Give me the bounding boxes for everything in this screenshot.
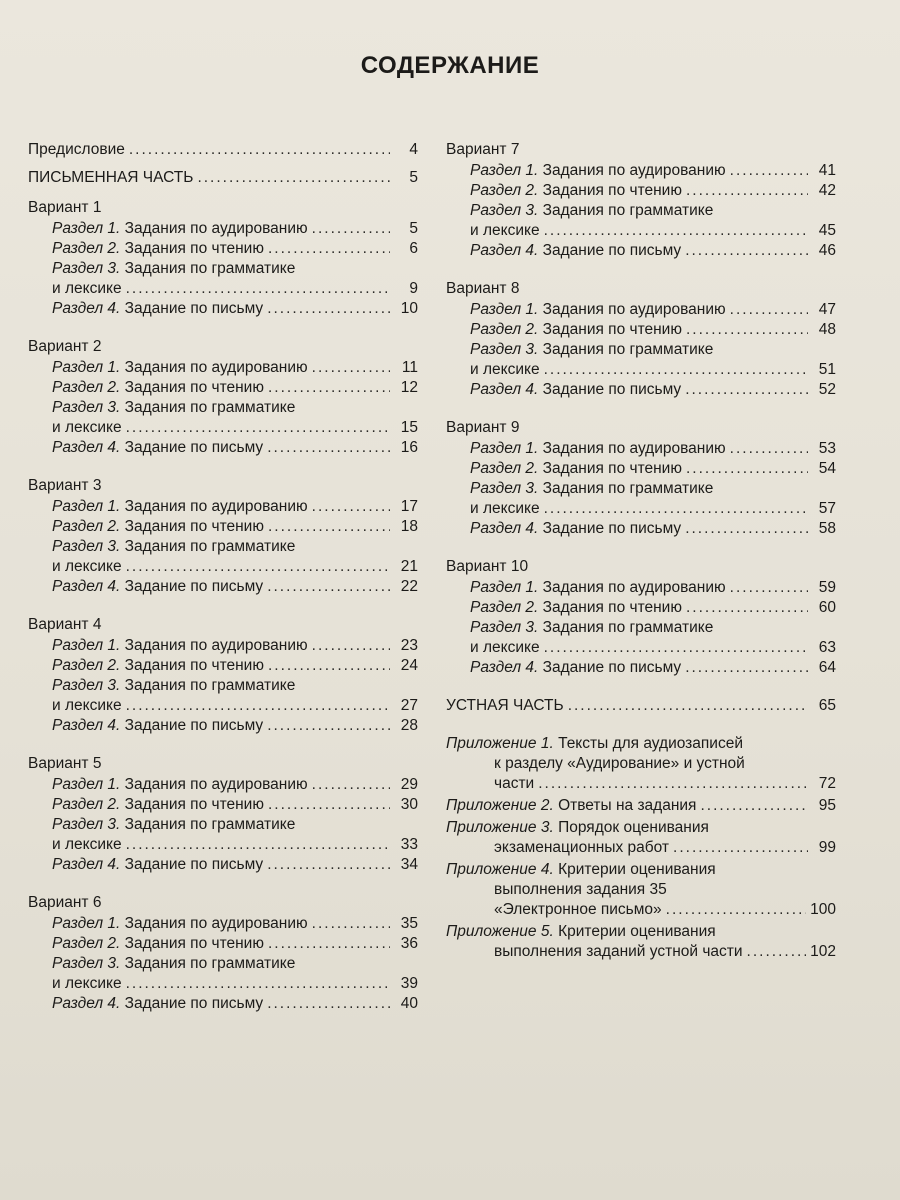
section-entry-line [446, 479, 836, 499]
toc-right-column [446, 140, 836, 964]
section-entry [446, 320, 836, 340]
section-text: Задания по чтению [124, 240, 264, 257]
section-entry [446, 181, 836, 201]
appendix-text: Порядок оценивания [558, 819, 709, 836]
section-number: Раздел 2. [52, 379, 121, 396]
variant-title: Вариант 10 [446, 558, 529, 575]
section-text: Задание по письму [124, 856, 264, 873]
section-number: Раздел 3. [470, 619, 539, 636]
entry-label: УСТНАЯ ЧАСТЬ [446, 697, 564, 714]
section-text: и лексике [52, 697, 122, 714]
variant-title: Вариант 3 [28, 477, 102, 494]
dot-leader [686, 320, 808, 340]
section-number: Раздел 4. [470, 242, 539, 259]
appendix-number: Приложение 4. [446, 861, 554, 878]
section-entry [28, 775, 418, 795]
section-entry [446, 499, 836, 519]
entry-page: 22 [400, 578, 418, 595]
section-entry [446, 380, 836, 400]
variant-title: Вариант 8 [446, 280, 520, 297]
entry-page: 27 [400, 697, 418, 714]
entry-page: 30 [400, 796, 418, 813]
entry-label: Предисловие [28, 141, 125, 158]
dot-leader [268, 934, 390, 954]
section-text: Задание по письму [542, 242, 682, 259]
section-number: Раздел 1. [470, 162, 539, 179]
section-number: Раздел 4. [52, 300, 121, 317]
dot-leader [267, 855, 390, 875]
appendix-last-line [446, 796, 836, 816]
section-number: Раздел 3. [470, 341, 539, 358]
page-title: СОДЕРЖАНИЕ [360, 52, 540, 79]
section-text: Задания по чтению [124, 935, 264, 952]
section-text: Задание по письму [542, 520, 682, 537]
section-number: Раздел 1. [52, 637, 121, 654]
entry-page: 41 [818, 162, 836, 179]
section-entry [446, 459, 836, 479]
section-entry [446, 161, 836, 181]
dot-leader [312, 636, 390, 656]
entry-page: 16 [400, 439, 418, 456]
variant-title: Вариант 9 [446, 419, 520, 436]
section-entry-line [28, 398, 418, 418]
section-number: Раздел 4. [52, 856, 121, 873]
section-number: Раздел 2. [470, 460, 539, 477]
entry-label: ПИСЬМЕННАЯ ЧАСТЬ [28, 169, 194, 186]
entry-page: 24 [400, 657, 418, 674]
section-number: Раздел 1. [52, 359, 121, 376]
section-text: Задания по чтению [124, 657, 264, 674]
section-number: Раздел 4. [52, 578, 121, 595]
section-entry [28, 239, 418, 259]
entry-page: 64 [818, 659, 836, 676]
variant-block [446, 140, 836, 261]
appendix-line: к разделу «Аудирование» и устной [494, 755, 745, 772]
entry-page: 21 [400, 558, 418, 575]
section-number: Раздел 3. [52, 677, 121, 694]
section-entry [28, 716, 418, 736]
section-entry [28, 418, 418, 438]
entry-page: 57 [818, 500, 836, 517]
dot-leader [126, 696, 390, 716]
appendix-number: Приложение 3. [446, 819, 554, 836]
dot-leader [268, 378, 390, 398]
section-entry-line [446, 618, 836, 638]
entry-page: 28 [400, 717, 418, 734]
section-entry [28, 855, 418, 875]
section-entry-line [446, 201, 836, 221]
entry-page: 33 [400, 836, 418, 853]
toc-entry-preface [28, 140, 418, 160]
section-number: Раздел 2. [52, 657, 121, 674]
variant-title: Вариант 1 [28, 199, 102, 216]
appendix-number: Приложение 2. [446, 797, 554, 814]
section-number: Раздел 2. [470, 599, 539, 616]
section-entry [446, 439, 836, 459]
section-text: Задания по грамматике [542, 202, 714, 219]
entry-page: 10 [400, 300, 418, 317]
section-entry-line [28, 259, 418, 279]
appendix-entry [446, 860, 836, 920]
section-text: Задания по грамматике [542, 619, 714, 636]
section-text: и лексике [470, 500, 540, 517]
appendix-text: «Электронное письмо» [494, 901, 662, 918]
section-text: Задания по аудированию [124, 637, 308, 654]
section-text: Задание по письму [124, 717, 264, 734]
section-entry [28, 577, 418, 597]
section-text: Задания по чтению [542, 182, 682, 199]
dot-leader [312, 358, 390, 378]
appendix-last-line [446, 774, 836, 794]
section-entry [28, 914, 418, 934]
dot-leader [126, 557, 390, 577]
section-text: и лексике [52, 419, 122, 436]
dot-leader [686, 181, 808, 201]
entry-page: 102 [810, 943, 836, 960]
toc-entry-oral-part [446, 696, 836, 716]
entry-page: 40 [400, 995, 418, 1012]
entry-page: 34 [400, 856, 418, 873]
variant-title: Вариант 6 [28, 894, 102, 911]
variant-title: Вариант 4 [28, 616, 102, 633]
dot-leader [568, 696, 808, 716]
entry-page: 15 [400, 419, 418, 436]
entry-page: 5 [409, 220, 418, 237]
section-text: Задания по аудированию [542, 440, 726, 457]
section-number: Раздел 2. [470, 321, 539, 338]
section-text: Задание по письму [124, 300, 264, 317]
entry-page: 9 [409, 280, 418, 297]
appendix-text: части [494, 775, 535, 792]
section-number: Раздел 2. [52, 796, 121, 813]
dot-leader [686, 459, 808, 479]
section-entry-line [28, 676, 418, 696]
section-number: Раздел 2. [470, 182, 539, 199]
entry-page: 39 [400, 975, 418, 992]
section-number: Раздел 4. [470, 520, 539, 537]
dot-leader [544, 638, 808, 658]
section-entry-line [28, 537, 418, 557]
section-number: Раздел 1. [470, 440, 539, 457]
section-entry [28, 934, 418, 954]
dot-leader [312, 914, 390, 934]
dot-leader [673, 838, 808, 858]
section-entry [446, 638, 836, 658]
dot-leader [129, 140, 390, 160]
toc-entry-written-part [28, 168, 418, 188]
variant-title: Вариант 7 [446, 141, 520, 158]
section-number: Раздел 4. [52, 995, 121, 1012]
entry-page: 63 [818, 639, 836, 656]
dot-leader [700, 796, 808, 816]
entry-page: 11 [401, 359, 418, 376]
section-text: Задание по письму [124, 578, 264, 595]
section-number: Раздел 2. [52, 518, 121, 535]
section-text: Задания по грамматике [542, 480, 714, 497]
dot-leader [730, 578, 808, 598]
section-number: Раздел 2. [52, 935, 121, 952]
dot-leader [126, 418, 390, 438]
dot-leader [126, 835, 390, 855]
appendix-entry [446, 734, 836, 794]
section-number: Раздел 3. [470, 202, 539, 219]
dot-leader [126, 974, 390, 994]
dot-leader [267, 994, 390, 1014]
variant-block [446, 418, 836, 539]
section-entry [28, 279, 418, 299]
section-text: Задания по грамматике [542, 341, 714, 358]
variant-block [446, 557, 836, 678]
entry-page: 72 [818, 775, 836, 792]
section-number: Раздел 1. [52, 220, 121, 237]
variant-title: Вариант 2 [28, 338, 102, 355]
entry-page: 95 [818, 797, 836, 814]
section-entry [28, 795, 418, 815]
section-entry [28, 497, 418, 517]
section-text: Задания по аудированию [124, 776, 308, 793]
appendix-text: Ответы на задания [558, 797, 697, 814]
section-number: Раздел 4. [470, 659, 539, 676]
entry-page: 47 [818, 301, 836, 318]
dot-leader [267, 577, 390, 597]
entry-page: 18 [400, 518, 418, 535]
section-text: Задание по письму [124, 439, 264, 456]
section-text: Задания по аудированию [542, 162, 726, 179]
section-number: Раздел 4. [52, 439, 121, 456]
section-entry [28, 994, 418, 1014]
section-text: Задания по грамматике [124, 538, 296, 555]
entry-page: 52 [818, 381, 836, 398]
appendix-line [446, 734, 836, 754]
section-text: Задания по грамматике [124, 955, 296, 972]
section-entry [446, 598, 836, 618]
section-text: и лексике [52, 280, 122, 297]
appendix-entry [446, 796, 836, 816]
section-number: Раздел 1. [470, 301, 539, 318]
entry-page: 29 [400, 776, 418, 793]
appendix-line [446, 860, 836, 880]
section-text: Задания по аудированию [124, 915, 308, 932]
section-entry [28, 656, 418, 676]
section-entry [28, 696, 418, 716]
section-entry-line [28, 954, 418, 974]
dot-leader [197, 168, 390, 188]
entry-page: 58 [818, 520, 836, 537]
entry-page: 12 [400, 379, 418, 396]
section-text: Задание по письму [542, 659, 682, 676]
entry-page: 53 [818, 440, 836, 457]
variant-title: Вариант 5 [28, 755, 102, 772]
dot-leader [544, 499, 808, 519]
dot-leader [685, 519, 808, 539]
appendix-line: выполнения задания 35 [494, 881, 667, 898]
section-text: и лексике [470, 361, 540, 378]
entry-page: 46 [818, 242, 836, 259]
section-entry [446, 578, 836, 598]
appendix-number: Приложение 1. [446, 735, 554, 752]
appendix-last-line [446, 942, 836, 962]
dot-leader [685, 380, 808, 400]
variant-block [28, 893, 418, 1014]
section-entry [446, 300, 836, 320]
dot-leader [312, 775, 390, 795]
appendix-text: Критерии оценивания [558, 861, 716, 878]
appendix-text: Тексты для аудиозаписей [558, 735, 743, 752]
dot-leader [538, 774, 808, 794]
entry-page: 36 [400, 935, 418, 952]
section-entry [446, 658, 836, 678]
appendix-text: выполнения заданий устной части [494, 943, 743, 960]
toc-left-column [28, 140, 418, 1032]
appendix-text: экзаменационных работ [494, 839, 670, 856]
appendix-last-line [446, 900, 836, 920]
section-entry [28, 438, 418, 458]
dot-leader [730, 161, 808, 181]
section-text: Задания по чтению [124, 796, 264, 813]
section-entry [28, 557, 418, 577]
section-entry [28, 378, 418, 398]
entry-page: 17 [400, 498, 418, 515]
section-text: Задания по аудированию [542, 301, 726, 318]
section-entry-line [446, 340, 836, 360]
section-number: Раздел 1. [52, 915, 121, 932]
variant-block [28, 476, 418, 597]
section-number: Раздел 3. [52, 816, 121, 833]
entry-page: 4 [409, 141, 418, 158]
variant-block [28, 615, 418, 736]
dot-leader [267, 299, 390, 319]
entry-page: 65 [818, 697, 836, 714]
dot-leader [685, 658, 808, 678]
entry-page: 35 [400, 915, 418, 932]
entry-page: 60 [818, 599, 836, 616]
section-number: Раздел 4. [52, 717, 121, 734]
section-entry [28, 517, 418, 537]
section-entry [446, 221, 836, 241]
entry-page: 42 [818, 182, 836, 199]
section-number: Раздел 1. [52, 776, 121, 793]
entry-page: 99 [818, 839, 836, 856]
entry-page: 23 [400, 637, 418, 654]
appendix-line [446, 922, 836, 942]
dot-leader [747, 942, 807, 962]
section-entry [28, 219, 418, 239]
dot-leader [268, 517, 390, 537]
dot-leader [268, 656, 390, 676]
section-text: Задания по аудированию [542, 579, 726, 596]
section-text: Задания по грамматике [124, 399, 296, 416]
dot-leader [666, 900, 806, 920]
section-entry [28, 299, 418, 319]
variant-block [28, 754, 418, 875]
dot-leader [267, 716, 390, 736]
section-number: Раздел 1. [52, 498, 121, 515]
dot-leader [312, 219, 390, 239]
section-text: и лексике [52, 558, 122, 575]
section-entry [28, 636, 418, 656]
dot-leader [686, 598, 808, 618]
dot-leader [268, 239, 390, 259]
section-number: Раздел 3. [470, 480, 539, 497]
dot-leader [544, 360, 808, 380]
section-number: Раздел 3. [52, 538, 121, 555]
section-text: Задания по чтению [542, 321, 682, 338]
entry-page: 45 [818, 222, 836, 239]
dot-leader [312, 497, 390, 517]
section-number: Раздел 3. [52, 399, 121, 416]
dot-leader [268, 795, 390, 815]
entry-page: 48 [818, 321, 836, 338]
dot-leader [544, 221, 808, 241]
section-number: Раздел 3. [52, 955, 121, 972]
section-number: Раздел 4. [470, 381, 539, 398]
entry-page: 59 [818, 579, 836, 596]
dot-leader [267, 438, 390, 458]
section-text: Задания по грамматике [124, 816, 296, 833]
entry-page: 54 [818, 460, 836, 477]
section-text: Задания по чтению [542, 599, 682, 616]
section-entry [28, 835, 418, 855]
variant-block [446, 279, 836, 400]
section-entry [28, 358, 418, 378]
variant-block [28, 198, 418, 319]
dot-leader [685, 241, 808, 261]
section-entry [446, 241, 836, 261]
appendix-entry [446, 922, 836, 962]
section-text: Задания по грамматике [124, 260, 296, 277]
section-entry-line [28, 815, 418, 835]
section-number: Раздел 2. [52, 240, 121, 257]
appendix-text: Критерии оценивания [558, 923, 716, 940]
section-text: и лексике [52, 975, 122, 992]
variant-block [28, 337, 418, 458]
section-number: Раздел 3. [52, 260, 121, 277]
section-text: Задания по аудированию [124, 220, 308, 237]
section-text: Задания по аудированию [124, 498, 308, 515]
section-entry [446, 519, 836, 539]
appendix-entry [446, 818, 836, 858]
section-text: и лексике [470, 222, 540, 239]
section-text: Задание по письму [124, 995, 264, 1012]
section-text: и лексике [52, 836, 122, 853]
entry-page: 51 [818, 361, 836, 378]
appendix-last-line [446, 838, 836, 858]
dot-leader [730, 439, 808, 459]
section-text: и лексике [470, 639, 540, 656]
section-text: Задания по чтению [542, 460, 682, 477]
dot-leader [730, 300, 808, 320]
dot-leader [126, 279, 390, 299]
section-text: Задания по грамматике [124, 677, 296, 694]
section-entry [446, 360, 836, 380]
section-text: Задания по чтению [124, 379, 264, 396]
entry-page: 5 [409, 169, 418, 186]
section-text: Задание по письму [542, 381, 682, 398]
section-text: Задания по чтению [124, 518, 264, 535]
entry-page: 100 [810, 901, 836, 918]
appendix-number: Приложение 5. [446, 923, 554, 940]
section-text: Задания по аудированию [124, 359, 308, 376]
appendix-line [446, 818, 836, 838]
section-entry [28, 974, 418, 994]
section-number: Раздел 1. [470, 579, 539, 596]
entry-page: 6 [409, 240, 418, 257]
